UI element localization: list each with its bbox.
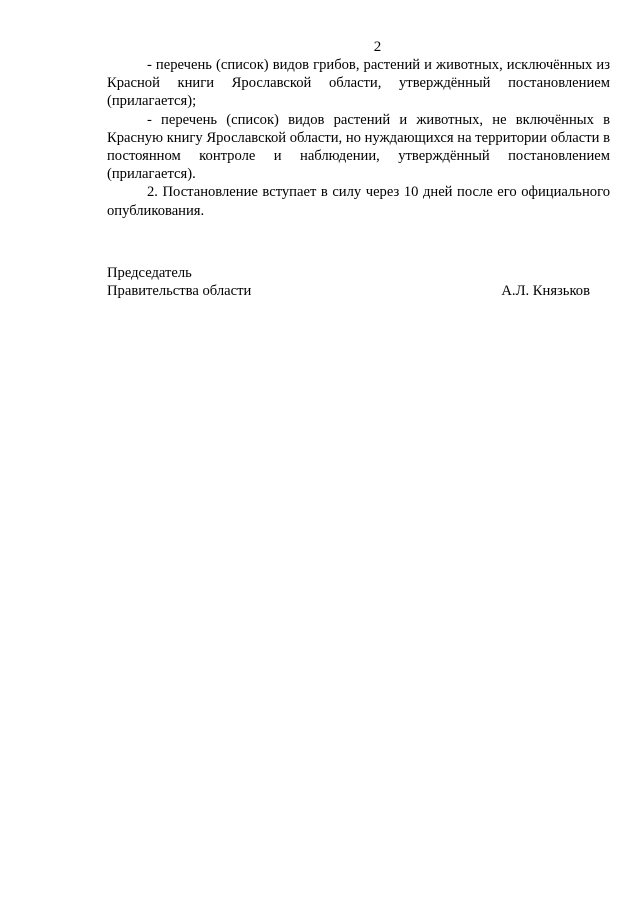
paragraph-effective-date: 2. Постановление вступает в силу через 10 дней после его официального опубликования. [107, 184, 610, 219]
signature-row [107, 282, 590, 300]
signatory-name: А.Л. Князьков [501, 283, 590, 300]
signatory-title-line1: Председатель [107, 265, 192, 281]
paragraph-excluded-species-list: - перечень (список) видов грибов, растений и животных, исключённых из Красной книги Ярославской области, утверждённый постановлением (прилагается); [107, 57, 610, 110]
signatory-title-line2: Правительства области [107, 283, 252, 300]
signature-block [107, 264, 590, 300]
document-body [107, 56, 610, 220]
page-number: 2 [373, 39, 382, 55]
paragraph-monitored-species-list: - перечень (список) видов растений и животных, не включённых в Красную книгу Ярославской области, но нуждающихся на территории области в постоянном контроле и наблюдении, утверждённый постановлением (прилагается). [107, 111, 610, 183]
